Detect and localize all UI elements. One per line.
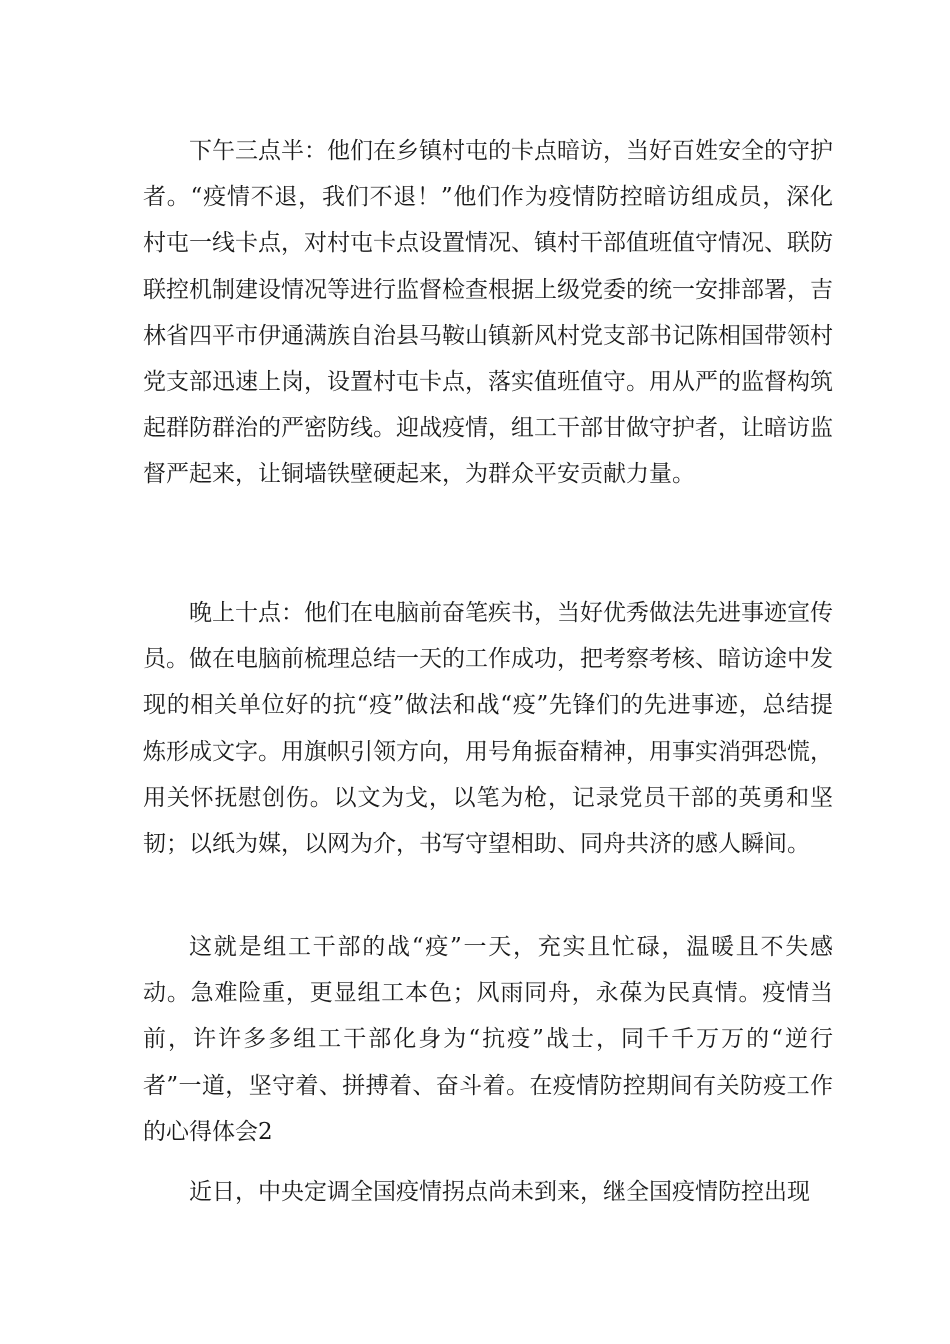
paragraph-evening-writing: 晚上十点：他们在电脑前奋笔疾书，当好优秀做法先进事迹宣传员。做在电脑前梳理总结一天的工作成功，把考察考核、暗访途中发现的相关单位好的抗“疫”做法和战“疫”先锋们的先进事迹，总结提炼形成文字。用旗帜引领方向，用号角振奋精神，用事实消弭恐慌，用关怀抚慰创伤。以文为戈，以笔为枪，记录党员干部的英勇和坚韧；以纸为媒，以网为介，书写守望相助、同舟共济的感人瞬间。 xyxy=(143,600,833,858)
paragraph-continuation: 近日，中央定调全国疫情拐点尚未到来，继全国疫情防控出现 xyxy=(189,1179,810,1205)
paragraph-afternoon-inspection: 下午三点半：他们在乡镇村屯的卡点暗访，当好百姓安全的守护者。“疫情不退，我们不退！”他们作为疫情防控暗访组成员，深化村屯一线卡点，对村屯卡点设置情况、镇村干部值班值守情况、联防联控机制建设情况等进行监督检查根据上级党委的统一安排部署，吉林省四平市伊通满族自治县马鞍山镇新风村党支部书记陈相国带领村党支部迅速上岗，设置村屯卡点，落实值班值守。用从严的监督构筑起群防群治的严密防线。迎战疫情，组工干部甘做守护者，让暗访监督严起来，让铜墙铁壁硬起来，为群众平安贡献力量。 xyxy=(143,138,833,488)
paragraph-summary: 这就是组工干部的战“疫”一天，充实且忙碌，温暖且不失感动。急难险重，更显组工本色；风雨同舟，永葆为民真情。疫情当前，许许多多组工干部化身为“抗疫”战士，同千千万万的“逆行者”一道，坚守着、拼搏着、奋斗着。在疫情防控期间有关防疫工作的心得体会2 xyxy=(143,934,833,1145)
